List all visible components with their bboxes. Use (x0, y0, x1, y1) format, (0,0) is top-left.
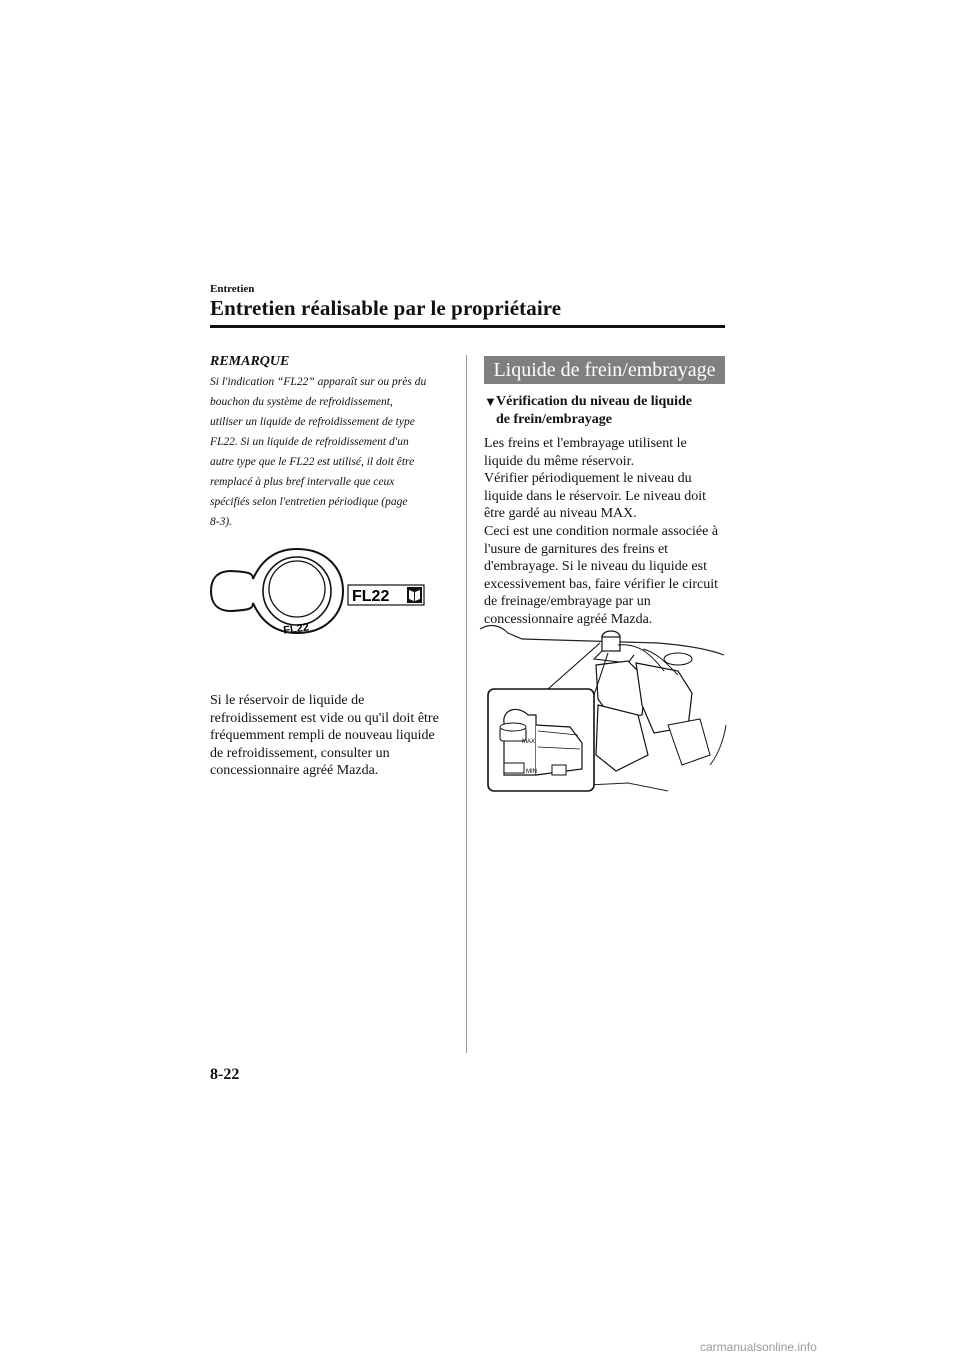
para-line: Si le réservoir de liquide de (210, 693, 365, 708)
engine-bay-figure (478, 615, 728, 795)
para-line: de refroidissement, consulter un (210, 745, 390, 761)
note-line: FL22. Si un liquide de refroidissement d'un (210, 436, 409, 448)
column-divider (466, 355, 467, 1053)
para-line: de freinage/embrayage par un (484, 594, 651, 610)
watermark: carmanualsonline.info (700, 1340, 817, 1354)
note-line: remplacé à plus bref intervalle que ceux (210, 476, 395, 488)
subheading-line: Vérification du niveau de liquide (496, 394, 693, 409)
subheading-text (496, 393, 692, 429)
para-line: liquide dans le réservoir. Le niveau doit (484, 488, 706, 504)
cap-outer-ring (263, 557, 331, 625)
cap-embossed-text: FL22 (282, 621, 310, 637)
subheading (484, 393, 724, 429)
note-line: Si l'indication “FL22” apparaît sur ou près du (210, 376, 427, 388)
triangle-bullet-icon: ▼ (484, 394, 497, 409)
page-number: 8-22 (210, 1066, 240, 1083)
page-title: Entretien réalisable par le propriétaire (210, 296, 562, 320)
note-body (210, 372, 455, 532)
cap-inner-ring (269, 561, 325, 617)
para-line: Les freins et l'embrayage utilisent le (484, 436, 687, 451)
para-line: d'embrayage. Si le niveau du liquide est (484, 559, 707, 575)
subheading-line: de frein/embrayage (496, 412, 612, 427)
fl22-label-text: FL22 (352, 588, 390, 605)
coolant-paragraph (210, 692, 460, 780)
section-banner: Liquide de frein/embrayage (484, 356, 725, 384)
para-line: liquide du même réservoir. (484, 453, 635, 469)
note-line: autre type que le FL22 est utilisé, il doit être (210, 456, 415, 468)
note-line: utiliser un liquide de refroidissement de type (210, 416, 415, 428)
para-line: Ceci est une condition normale associée à (484, 523, 719, 539)
note-line: bouchon du système de refroidissement, (210, 396, 393, 408)
para-line: excessivement bas, faire vérifier le circuit (484, 576, 718, 592)
radiator-cap-figure (205, 545, 435, 637)
para-line: l'usure de garnitures des freins et (484, 541, 669, 557)
header-rule (210, 325, 725, 328)
para-line: Vérifier périodiquement le niveau du (484, 471, 692, 487)
cap-outline (211, 549, 343, 633)
para-line: être gardé au niveau MAX. (484, 506, 637, 522)
note-line: 8-3). (210, 516, 233, 528)
para-line: fréquemment rempli de nouveau liquide (210, 728, 435, 744)
note-line: spécifiés selon l'entretien périodique (page (210, 496, 408, 508)
para-line: concessionnaire agréé Mazda. (484, 611, 653, 627)
min-level-label: MIN (526, 769, 537, 775)
section-label: Entretien (210, 283, 255, 295)
brake-fluid-paragraph (484, 435, 729, 629)
para-line: refroidissement est vide ou qu'il doit être (210, 710, 439, 726)
para-line: concessionnaire agréé Mazda. (210, 763, 379, 779)
max-level-label: MAX (522, 739, 536, 745)
note-heading: REMARQUE (210, 354, 290, 369)
